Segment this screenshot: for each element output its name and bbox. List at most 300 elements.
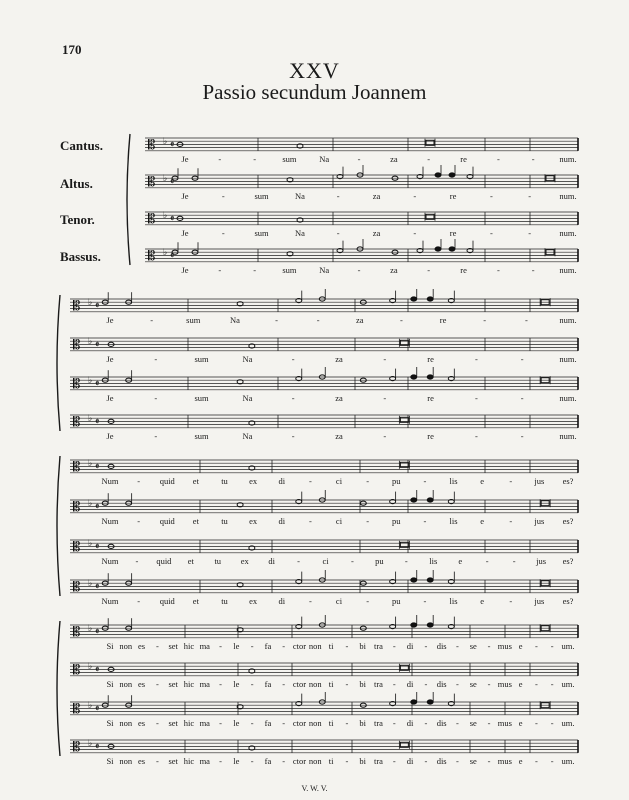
time-signature-icon: 𝄵 bbox=[95, 742, 100, 753]
piece-title: Passio secundum Joannem bbox=[202, 80, 427, 104]
lyric-syllable: le bbox=[233, 717, 240, 728]
lyric-syllable: ctor bbox=[292, 755, 307, 766]
lyric-syllable: non bbox=[119, 755, 133, 766]
lyric-syllable: e bbox=[480, 515, 485, 526]
lyric-syllable: num. bbox=[559, 430, 577, 441]
time-signature-icon: 𝄵 bbox=[95, 379, 100, 390]
lyric-syllable: - bbox=[253, 264, 257, 275]
lyric-syllable: Na bbox=[242, 392, 253, 403]
lyric-syllable: - bbox=[427, 264, 431, 275]
lyric-syllable: pu bbox=[375, 555, 384, 566]
lyric-syllable: Si bbox=[106, 717, 114, 728]
lyric-syllable: Na bbox=[294, 190, 305, 201]
lyric-syllable: e bbox=[480, 475, 485, 486]
flat-key-signature-icon: ♭ bbox=[88, 459, 93, 469]
lyric-syllable: - bbox=[345, 640, 349, 651]
lyric-syllable: es bbox=[138, 717, 146, 728]
lyric-syllable: quid bbox=[159, 515, 175, 526]
lyric-syllable: sum bbox=[194, 392, 209, 403]
lyric-syllable: Si bbox=[106, 755, 114, 766]
c-clef-icon: 𝄡 bbox=[73, 580, 81, 595]
lyric-syllable: mus bbox=[497, 678, 512, 689]
lyric-syllable: - bbox=[413, 190, 417, 201]
lyric-syllable: bi bbox=[359, 755, 367, 766]
lyric-syllable: Num bbox=[101, 515, 119, 526]
lyric-syllable: - bbox=[219, 678, 222, 689]
lyric-syllable: es bbox=[138, 640, 146, 651]
footer-initials: V. W. V. bbox=[301, 784, 328, 793]
time-signature-icon: 𝄵 bbox=[95, 582, 100, 593]
lyric-syllable: es bbox=[138, 678, 146, 689]
lyric-syllable: di bbox=[268, 555, 275, 566]
flat-key-signature-icon: ♭ bbox=[88, 579, 93, 589]
lyric-syllable: num. bbox=[559, 353, 577, 364]
lyric-syllable: di bbox=[406, 640, 414, 651]
c-clef-icon: 𝄡 bbox=[148, 138, 156, 153]
lyric-syllable: ma bbox=[199, 755, 210, 766]
lyric-syllable: bi bbox=[359, 678, 367, 689]
lyric-syllable: - bbox=[282, 717, 286, 728]
lyric-syllable: - bbox=[250, 640, 254, 651]
lyric-syllable: Je bbox=[181, 227, 189, 238]
lyric-syllable: - bbox=[456, 717, 459, 728]
lyric-syllable: mus bbox=[497, 755, 512, 766]
time-signature-icon: 𝄵 bbox=[170, 251, 175, 262]
page-number: 170 bbox=[62, 42, 82, 57]
lyric-syllable: - bbox=[534, 717, 538, 728]
lyric-syllable: di bbox=[406, 678, 414, 689]
lyric-syllable: e bbox=[518, 717, 523, 728]
lyric-syllable: um. bbox=[561, 640, 575, 651]
lyric-syllable: - bbox=[351, 555, 354, 566]
lyric-syllable: ex bbox=[249, 595, 258, 606]
lyric-syllable: - bbox=[392, 717, 396, 728]
lyric-syllable: - bbox=[345, 755, 349, 766]
lyric-syllable: - bbox=[155, 755, 159, 766]
lyric-syllable: ex bbox=[249, 475, 258, 486]
lyric-syllable: di bbox=[278, 595, 286, 606]
lyric-syllable: - bbox=[275, 314, 278, 325]
lyric-syllable: - bbox=[150, 314, 154, 325]
lyric-syllable: le bbox=[233, 640, 240, 651]
lyric-syllable: tra bbox=[373, 755, 383, 766]
lyric-syllable: - bbox=[219, 755, 222, 766]
lyric-syllable: - bbox=[531, 153, 535, 164]
lyric-syllable: non bbox=[308, 717, 322, 728]
lyric-syllable: non bbox=[308, 678, 322, 689]
lyric-syllable: - bbox=[392, 678, 396, 689]
flat-key-signature-icon: ♭ bbox=[88, 376, 93, 386]
lyric-syllable: za bbox=[335, 392, 343, 403]
c-clef-icon: 𝄡 bbox=[73, 740, 81, 755]
lyric-syllable: - bbox=[154, 430, 158, 441]
lyric-syllable: Je bbox=[106, 353, 114, 364]
lyric-syllable: hic bbox=[183, 640, 195, 651]
c-clef-icon: 𝄡 bbox=[73, 500, 81, 515]
lyric-syllable: - bbox=[250, 717, 254, 728]
lyric-syllable: - bbox=[423, 475, 427, 486]
time-signature-icon: 𝄵 bbox=[95, 417, 100, 428]
system-bracket bbox=[57, 621, 60, 756]
lyric-syllable: set bbox=[168, 678, 178, 689]
lyric-syllable: fa bbox=[264, 755, 272, 766]
lyric-syllable: Na bbox=[242, 430, 253, 441]
flat-key-signature-icon: ♭ bbox=[88, 414, 93, 424]
lyric-syllable: ex bbox=[240, 555, 249, 566]
lyric-syllable: - bbox=[404, 555, 408, 566]
lyric-syllable: - bbox=[534, 755, 538, 766]
lyric-syllable: se bbox=[469, 678, 477, 689]
lyric-syllable: e bbox=[458, 555, 463, 566]
lyric-syllable: - bbox=[474, 430, 478, 441]
lyric-syllable: e bbox=[518, 755, 523, 766]
lyric-syllable: - bbox=[336, 190, 340, 201]
lyric-syllable: num. bbox=[559, 264, 577, 275]
lyric-syllable: dis bbox=[436, 678, 447, 689]
system-bracket bbox=[57, 456, 60, 596]
lyric-syllable: Je bbox=[106, 314, 114, 325]
lyric-syllable: - bbox=[424, 717, 428, 728]
lyric-syllable: le bbox=[233, 678, 240, 689]
lyric-syllable: sum bbox=[282, 153, 297, 164]
quarter-note bbox=[411, 375, 417, 379]
c-clef-icon: 𝄡 bbox=[73, 663, 81, 678]
flat-key-signature-icon: ♭ bbox=[88, 662, 93, 672]
lyric-syllable: - bbox=[282, 640, 286, 651]
lyric-syllable: num. bbox=[559, 153, 577, 164]
lyric-syllable: - bbox=[253, 153, 257, 164]
lyric-syllable: re bbox=[439, 314, 447, 325]
voice-label-cantus: Cantus. bbox=[60, 138, 103, 153]
lyric-syllable: - bbox=[524, 314, 528, 325]
lyric-syllable: re bbox=[460, 153, 467, 164]
lyric-syllable: - bbox=[400, 314, 403, 325]
lyric-syllable: hic bbox=[183, 717, 195, 728]
lyric-syllable: - bbox=[366, 515, 370, 526]
lyric-syllable: - bbox=[456, 640, 459, 651]
time-signature-icon: 𝄵 bbox=[95, 502, 100, 513]
lyric-syllable: - bbox=[308, 475, 312, 486]
lyric-syllable: num. bbox=[559, 190, 577, 201]
lyric-syllable: - bbox=[509, 515, 513, 526]
lyric-syllable: za bbox=[372, 227, 381, 238]
lyric-syllable: set bbox=[168, 755, 178, 766]
lyric-syllable: - bbox=[424, 640, 428, 651]
time-signature-icon: 𝄵 bbox=[95, 542, 100, 553]
lyric-syllable: hic bbox=[183, 755, 195, 766]
lyric-syllable: - bbox=[534, 640, 538, 651]
lyric-syllable: sum bbox=[194, 430, 209, 441]
lyric-syllable: Na bbox=[294, 227, 305, 238]
lyric-syllable: - bbox=[487, 755, 491, 766]
lyric-syllable: - bbox=[489, 227, 493, 238]
lyric-syllable: za bbox=[335, 430, 343, 441]
lyric-syllable: - bbox=[509, 595, 513, 606]
lyric-syllable: za bbox=[356, 314, 364, 325]
lyric-syllable: - bbox=[345, 678, 349, 689]
lyric-syllable: - bbox=[383, 430, 387, 441]
lyric-syllable: - bbox=[383, 353, 387, 364]
lyric-syllable: dis bbox=[436, 640, 447, 651]
lyric-syllable: jus bbox=[536, 555, 547, 566]
lyric-syllable: se bbox=[469, 640, 477, 651]
quarter-note bbox=[427, 498, 433, 502]
lyric-syllable: fa bbox=[264, 640, 272, 651]
lyric-syllable: sum bbox=[282, 264, 297, 275]
lyric-syllable: re bbox=[449, 190, 457, 201]
lyric-syllable: - bbox=[219, 717, 222, 728]
quarter-note bbox=[411, 498, 417, 502]
lyric-syllable: - bbox=[219, 640, 222, 651]
lyric-syllable: - bbox=[520, 353, 524, 364]
flat-key-signature-icon: ♭ bbox=[163, 174, 168, 184]
lyric-syllable: - bbox=[218, 153, 222, 164]
lyric-syllable: mus bbox=[497, 640, 512, 651]
voice-label-bassus: Bassus. bbox=[60, 249, 101, 264]
lyric-syllable: Na bbox=[319, 153, 330, 164]
lyric-syllable: - bbox=[413, 227, 417, 238]
lyric-syllable: tu bbox=[214, 555, 222, 566]
lyric-syllable: ti bbox=[328, 755, 334, 766]
lyric-syllable: jus bbox=[534, 515, 545, 526]
lyric-syllable: num. bbox=[559, 227, 577, 238]
lyric-syllable: - bbox=[487, 640, 491, 651]
lyric-syllable: - bbox=[528, 227, 532, 238]
lyric-syllable: - bbox=[221, 227, 225, 238]
flat-key-signature-icon: ♭ bbox=[163, 137, 168, 147]
quarter-note bbox=[449, 247, 455, 251]
lyric-syllable: sum bbox=[254, 227, 269, 238]
lyric-syllable: ci bbox=[335, 595, 343, 606]
lyric-syllable: ti bbox=[328, 640, 334, 651]
quarter-note bbox=[435, 173, 441, 177]
lyric-syllable: set bbox=[168, 717, 178, 728]
lyric-syllable: - bbox=[250, 755, 254, 766]
lyric-syllable: - bbox=[297, 555, 301, 566]
lyric-syllable: - bbox=[137, 515, 141, 526]
lyric-syllable: bi bbox=[359, 640, 367, 651]
quarter-note bbox=[427, 623, 433, 627]
quarter-note bbox=[449, 173, 455, 177]
lyric-syllable: re bbox=[427, 392, 434, 403]
lyric-syllable: num. bbox=[559, 392, 577, 403]
lyric-syllable: et bbox=[192, 475, 199, 486]
lyric-syllable: mus bbox=[497, 717, 512, 728]
lyric-syllable: ci bbox=[335, 515, 343, 526]
lyric-syllable: - bbox=[155, 678, 159, 689]
lyric-syllable: pu bbox=[392, 475, 401, 486]
lyric-syllable: non bbox=[119, 640, 133, 651]
lyric-syllable: - bbox=[366, 475, 370, 486]
voice-label-tenor: Tenor. bbox=[60, 212, 95, 227]
flat-key-signature-icon: ♭ bbox=[88, 701, 93, 711]
lyric-syllable: e bbox=[480, 595, 485, 606]
lyric-syllable: Je bbox=[181, 190, 189, 201]
lyric-syllable: um. bbox=[561, 678, 575, 689]
lyric-syllable: lis bbox=[449, 475, 458, 486]
quarter-note bbox=[427, 700, 433, 704]
lyric-syllable: - bbox=[291, 430, 295, 441]
lyric-syllable: - bbox=[336, 227, 340, 238]
c-clef-icon: 𝄡 bbox=[73, 460, 81, 475]
quarter-note bbox=[427, 375, 433, 379]
c-clef-icon: 𝄡 bbox=[73, 299, 81, 314]
c-clef-icon: 𝄡 bbox=[73, 415, 81, 430]
lyric-syllable: za bbox=[372, 190, 381, 201]
lyric-syllable: - bbox=[520, 392, 524, 403]
lyric-syllable: - bbox=[154, 392, 158, 403]
lyric-syllable: pu bbox=[392, 595, 401, 606]
lyric-syllable: - bbox=[137, 475, 141, 486]
lyric-syllable: pu bbox=[392, 515, 401, 526]
lyric-syllable: - bbox=[550, 755, 554, 766]
time-signature-icon: 𝄵 bbox=[95, 340, 100, 351]
lyric-syllable: non bbox=[119, 717, 133, 728]
piece-number: XXV bbox=[289, 58, 340, 83]
lyric-syllable: et bbox=[192, 595, 199, 606]
lyric-syllable: - bbox=[550, 717, 554, 728]
flat-key-signature-icon: ♭ bbox=[88, 539, 93, 549]
quarter-note bbox=[411, 297, 417, 301]
lyric-syllable: non bbox=[308, 640, 322, 651]
lyric-syllable: et bbox=[192, 515, 199, 526]
time-signature-icon: 𝄵 bbox=[170, 177, 175, 188]
lyric-syllable: es? bbox=[562, 595, 574, 606]
lyric-syllable: es bbox=[138, 755, 146, 766]
flat-key-signature-icon: ♭ bbox=[88, 739, 93, 749]
lyric-syllable: ctor bbox=[292, 678, 307, 689]
lyric-syllable: - bbox=[155, 640, 159, 651]
quarter-note bbox=[427, 578, 433, 582]
lyric-syllable: - bbox=[291, 392, 295, 403]
lyric-syllable: Si bbox=[106, 678, 114, 689]
lyric-syllable: - bbox=[509, 475, 513, 486]
lyric-syllable: - bbox=[423, 515, 427, 526]
time-signature-icon: 𝄵 bbox=[95, 665, 100, 676]
time-signature-icon: 𝄵 bbox=[170, 140, 175, 151]
lyric-syllable: dis bbox=[436, 717, 447, 728]
lyric-syllable: ex bbox=[249, 515, 258, 526]
lyric-syllable: - bbox=[489, 190, 493, 201]
lyric-syllable: tu bbox=[221, 595, 228, 606]
lyric-syllable: - bbox=[474, 392, 478, 403]
lyric-syllable: ti bbox=[328, 717, 334, 728]
lyric-syllable: e bbox=[518, 678, 523, 689]
lyric-syllable: di bbox=[406, 755, 414, 766]
lyric-syllable: um. bbox=[561, 755, 575, 766]
lyric-syllable: - bbox=[135, 555, 139, 566]
lyric-syllable: - bbox=[366, 595, 370, 606]
lyric-syllable: - bbox=[456, 755, 459, 766]
lyric-syllable: - bbox=[456, 678, 459, 689]
c-clef-icon: 𝄡 bbox=[148, 249, 156, 264]
lyric-syllable: - bbox=[154, 353, 158, 364]
lyric-syllable: Num bbox=[101, 555, 119, 566]
time-signature-icon: 𝄵 bbox=[95, 704, 100, 715]
lyric-syllable: - bbox=[520, 430, 524, 441]
time-signature-icon: 𝄵 bbox=[95, 462, 100, 473]
lyric-syllable: - bbox=[218, 264, 222, 275]
lyric-syllable: Na bbox=[319, 264, 330, 275]
lyric-syllable: - bbox=[308, 515, 312, 526]
flat-key-signature-icon: ♭ bbox=[88, 298, 93, 308]
quarter-note bbox=[435, 247, 441, 251]
lyric-syllable: - bbox=[427, 153, 431, 164]
c-clef-icon: 𝄡 bbox=[73, 338, 81, 353]
lyric-syllable: - bbox=[496, 153, 500, 164]
lyric-syllable: - bbox=[512, 555, 516, 566]
lyric-syllable: le bbox=[233, 755, 240, 766]
quarter-note bbox=[427, 297, 433, 301]
lyric-syllable: tra bbox=[373, 678, 383, 689]
lyric-syllable: re bbox=[427, 430, 434, 441]
lyric-syllable: re bbox=[460, 264, 467, 275]
lyric-syllable: re bbox=[427, 353, 434, 364]
lyric-syllable: fa bbox=[264, 717, 272, 728]
c-clef-icon: 𝄡 bbox=[73, 702, 81, 717]
flat-key-signature-icon: ♭ bbox=[88, 499, 93, 509]
flat-key-signature-icon: ♭ bbox=[163, 248, 168, 258]
lyric-syllable: Num bbox=[101, 595, 119, 606]
lyric-syllable: re bbox=[449, 227, 457, 238]
lyric-syllable: di bbox=[278, 475, 286, 486]
lyric-syllable: za bbox=[390, 264, 398, 275]
lyric-syllable: et bbox=[187, 555, 194, 566]
lyric-syllable: - bbox=[392, 640, 396, 651]
lyric-syllable: sum bbox=[186, 314, 201, 325]
c-clef-icon: 𝄡 bbox=[73, 625, 81, 640]
lyric-syllable: set bbox=[168, 640, 178, 651]
voice-label-altus: Altus. bbox=[60, 176, 93, 191]
lyric-syllable: - bbox=[550, 678, 554, 689]
lyric-syllable: es? bbox=[562, 475, 574, 486]
lyric-syllable: - bbox=[221, 190, 225, 201]
lyric-syllable: hic bbox=[183, 678, 195, 689]
c-clef-icon: 𝄡 bbox=[148, 175, 156, 190]
lyric-syllable: - bbox=[550, 640, 554, 651]
lyric-syllable: non bbox=[308, 755, 322, 766]
lyric-syllable: - bbox=[357, 264, 361, 275]
lyric-syllable: - bbox=[474, 353, 478, 364]
lyric-syllable: di bbox=[278, 515, 286, 526]
lyric-syllable: quid bbox=[159, 475, 175, 486]
lyric-syllable: tu bbox=[221, 515, 228, 526]
lyric-syllable: tra bbox=[373, 717, 383, 728]
c-clef-icon: 𝄡 bbox=[73, 540, 81, 555]
lyric-syllable: - bbox=[392, 755, 396, 766]
lyric-syllable: - bbox=[528, 190, 532, 201]
quarter-note bbox=[411, 700, 417, 704]
lyric-syllable: se bbox=[469, 717, 477, 728]
lyric-syllable: - bbox=[316, 314, 320, 325]
c-clef-icon: 𝄡 bbox=[73, 377, 81, 392]
lyric-syllable: Je bbox=[106, 392, 114, 403]
lyric-syllable: Je bbox=[181, 264, 189, 275]
lyric-syllable: quid bbox=[159, 595, 175, 606]
lyric-syllable: ma bbox=[199, 640, 210, 651]
lyric-syllable: Je bbox=[106, 430, 114, 441]
flat-key-signature-icon: ♭ bbox=[163, 211, 168, 221]
system-bracket bbox=[57, 295, 60, 431]
lyric-syllable: - bbox=[534, 678, 538, 689]
lyric-syllable: ti bbox=[328, 678, 334, 689]
lyric-syllable: Na bbox=[242, 353, 253, 364]
lyric-syllable: - bbox=[487, 678, 491, 689]
lyric-syllable: - bbox=[496, 264, 500, 275]
lyric-syllable: - bbox=[291, 353, 295, 364]
lyric-syllable: Si bbox=[106, 640, 114, 651]
lyric-syllable: fa bbox=[264, 678, 272, 689]
